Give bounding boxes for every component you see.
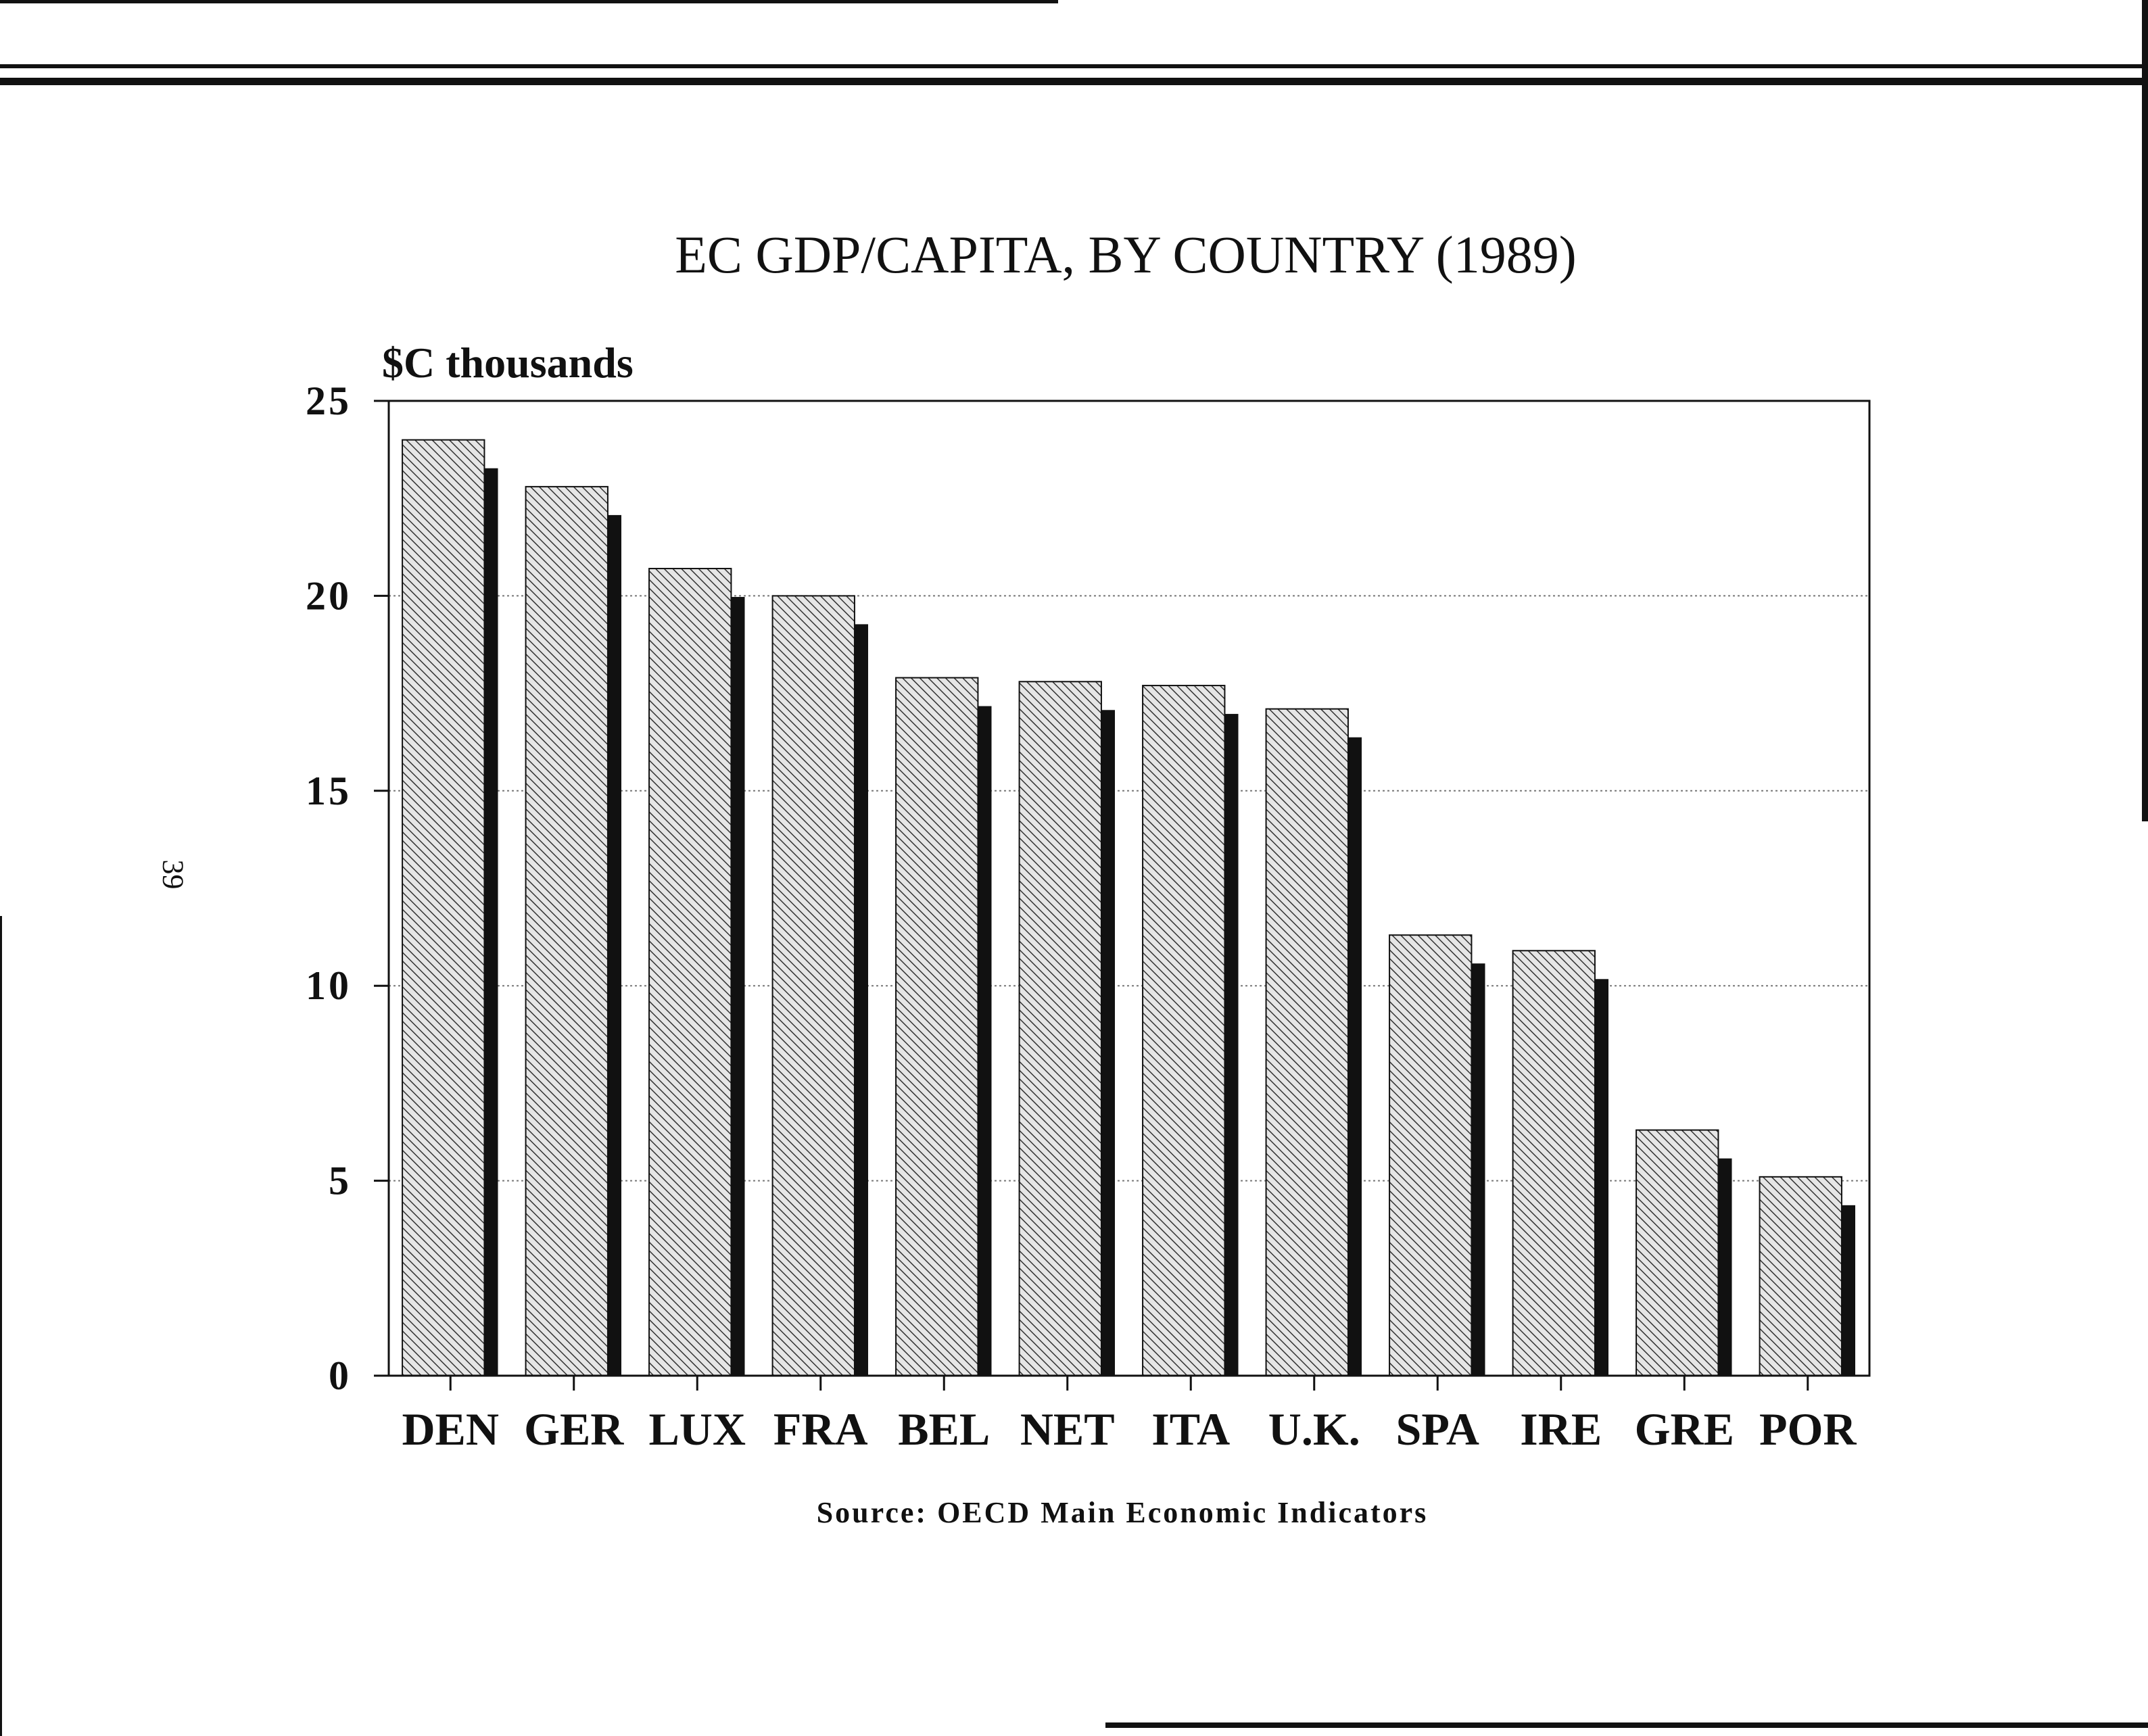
x-tick-label: DEN <box>402 1403 500 1455</box>
y-tick-label: 25 <box>306 379 352 423</box>
x-tick-label: SPA <box>1395 1403 1479 1455</box>
x-tick-label: GRE <box>1634 1403 1734 1455</box>
bar-shadow <box>731 597 744 1376</box>
bar <box>526 487 608 1376</box>
x-tick-label: GER <box>524 1403 624 1455</box>
bar <box>773 596 855 1376</box>
bar <box>896 678 978 1376</box>
x-tick-label: LUX <box>648 1403 746 1455</box>
y-tick-label: 15 <box>306 768 352 813</box>
bar <box>1389 935 1471 1376</box>
source-note: Source: OECD Main Economic Indicators <box>816 1496 1429 1529</box>
bar-shadow <box>608 515 621 1376</box>
bar-shadow <box>1224 714 1238 1376</box>
x-tick-label: POR <box>1759 1403 1857 1455</box>
y-tick-label: 20 <box>306 573 352 619</box>
x-tick-label: U.K. <box>1268 1403 1360 1455</box>
y-tick-label: 5 <box>329 1158 352 1203</box>
x-tick-label: IRE <box>1520 1403 1602 1455</box>
bar <box>1020 681 1101 1376</box>
bar-shadow <box>1348 738 1362 1376</box>
bar <box>402 440 484 1376</box>
bar <box>1143 685 1224 1376</box>
y-ticks-layer <box>306 379 389 1398</box>
bar <box>1266 709 1348 1376</box>
x-ticks-layer <box>402 1376 1857 1455</box>
page-number: 39 <box>156 859 190 890</box>
bar <box>649 569 731 1376</box>
bar-shadow <box>484 468 498 1376</box>
chart-title: EC GDP/CAPITA, BY COUNTRY (1989) <box>675 225 1577 284</box>
bar <box>1760 1177 1842 1376</box>
bar <box>1513 950 1595 1376</box>
bar-shadow <box>1718 1159 1732 1376</box>
x-tick-label: BEL <box>898 1403 991 1455</box>
bar <box>1636 1130 1718 1376</box>
y-axis-label: $C thousands <box>382 339 634 387</box>
bar-shadow <box>978 706 991 1376</box>
bar-shadow <box>1595 979 1608 1376</box>
bar-shadow <box>1842 1205 1855 1376</box>
y-tick-label: 0 <box>329 1353 352 1398</box>
x-tick-label: ITA <box>1151 1403 1231 1455</box>
bar-shadow <box>1101 710 1115 1376</box>
bars-layer <box>402 440 1855 1376</box>
y-tick-label: 10 <box>306 963 352 1009</box>
bar-shadow <box>855 624 868 1376</box>
bar-shadow <box>1471 963 1485 1376</box>
x-tick-label: NET <box>1020 1403 1115 1455</box>
x-tick-label: FRA <box>773 1403 868 1455</box>
